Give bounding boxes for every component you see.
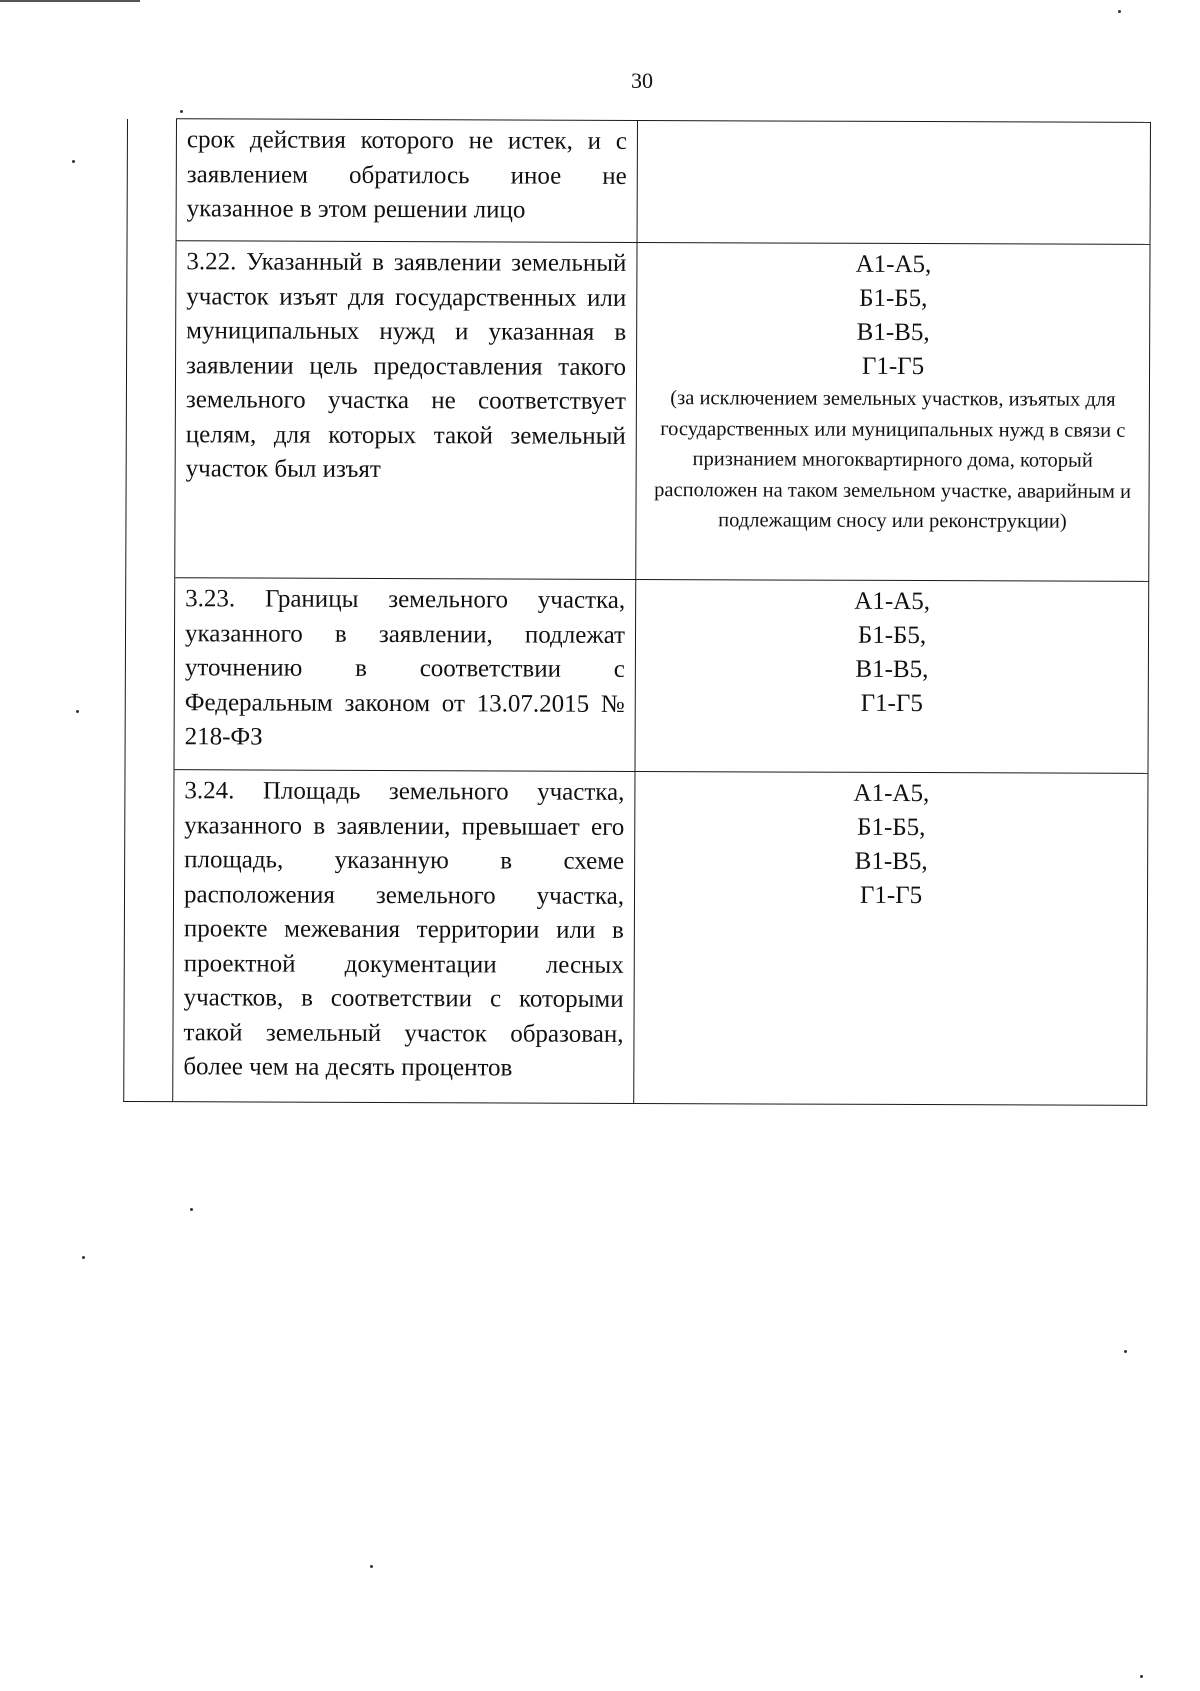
condition-cell: срок действия которого не истек, и с заявлением обратилось иное не указанное в этом решении лицо [176,119,637,243]
codes-cell [637,120,1150,244]
table-row [124,769,1148,1105]
scan-speck [190,1208,193,1211]
index-cell [127,119,176,241]
codes-cell [634,771,1148,1105]
scan-speck [76,710,79,713]
condition-cell: 3.22. Указанный в заявлении земельный участок изъят для государственных или муниципальных нужд и указанная в заявлении цель предоставления такого земельного участка не соответствует целям, для которых такой земельный участок был изъят [175,241,637,580]
index-cell [125,577,175,769]
codes-cell [635,579,1149,773]
scan-speck [1118,10,1121,13]
table-row [126,241,1150,582]
scan-speck [82,1256,85,1259]
code-range: Б1-Б5, [859,284,928,313]
index-cell [126,241,176,578]
index-cell [124,769,174,1101]
scan-speck [1124,1350,1127,1353]
code-range: Г1-Г5 [859,881,923,910]
code-range: В1-В5, [854,847,928,876]
condition-cell: 3.23. Границы земельного участка, указанного в заявлении, подлежат уточнению в соответствии с Федеральным законом от 13.07.2015 № 218-ФЗ [174,578,636,772]
code-range: Г1-Г5 [861,352,925,381]
table-row [125,577,1149,773]
code-range: В1-В5, [855,655,929,684]
scan-speck [180,110,183,113]
condition-cell: 3.24. Площадь земельного участка, указанного в заявлении, превышает его площадь, указанную в схеме расположения земельного участка, проекте межевания территории или в проектной документации лесных участков, в соответствии с которыми такой земельный участок образован, более чем на десять процентов [173,770,635,1104]
code-range: Г1-Г5 [860,689,923,718]
scan-speck [72,160,75,163]
scan-edge-mark [0,0,140,2]
code-range: Б1-Б5, [857,621,927,650]
scan-speck [370,1565,373,1568]
code-range: А1-А5, [853,779,930,808]
codes-cell [636,242,1150,581]
table-row [127,119,1150,245]
scan-speck [1140,1675,1143,1678]
code-range: В1-В5, [856,318,930,347]
code-range: Б1-Б5, [857,813,926,842]
code-range: А1-А5, [855,250,932,279]
code-exception-note: (за исключением земельных участков, изъятых для государственных или муниципальных нужд в связи с признанием многоквартирного дома, который расположен на таком земельном участке, аварийным и подлежащим сносу или реконструкции) [654,387,1131,533]
refusal-grounds-table [123,118,1151,1106]
page-number: 30 [631,68,653,93]
code-range: А1-А5, [854,587,931,616]
